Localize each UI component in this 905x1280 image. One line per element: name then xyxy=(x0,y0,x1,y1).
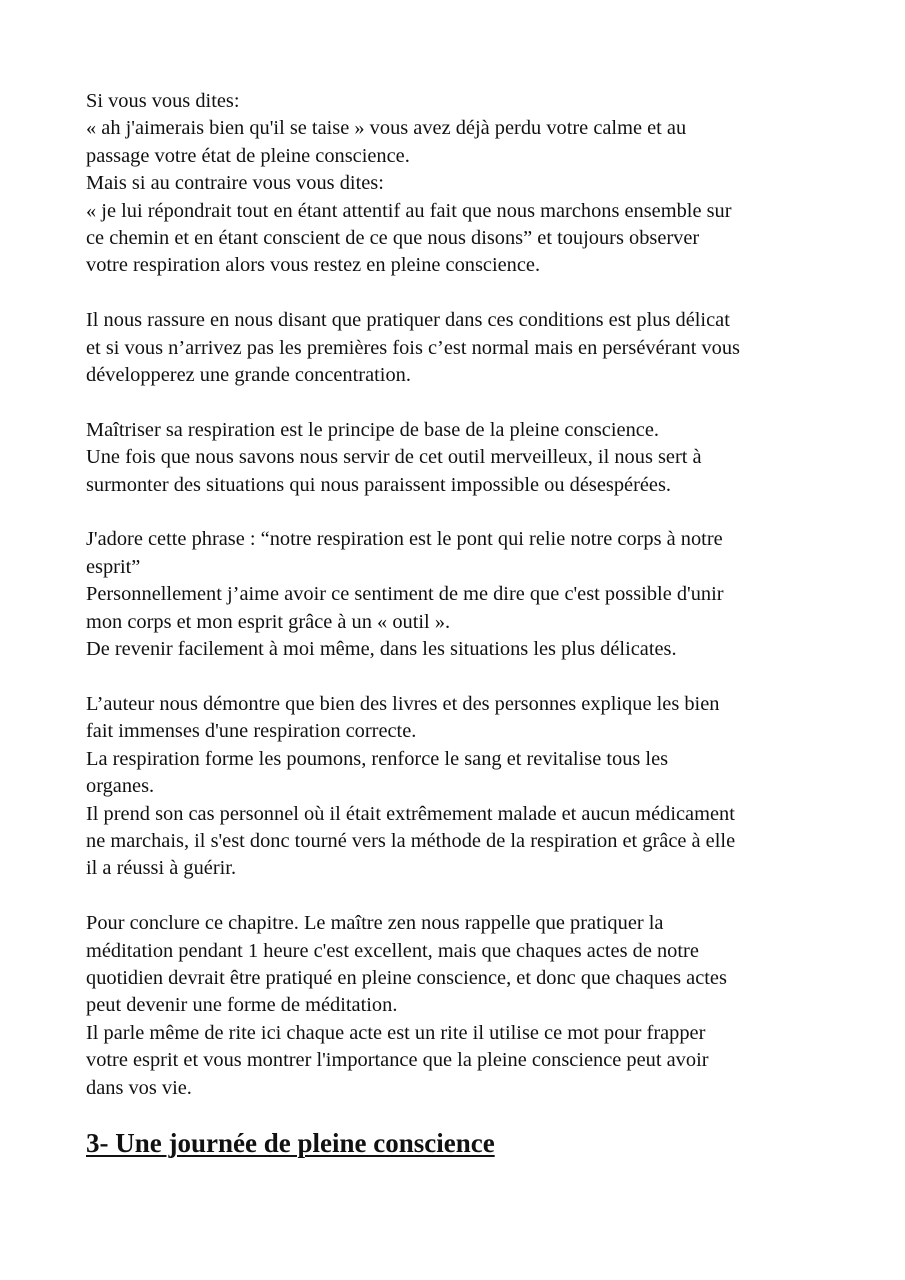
text-line: Il prend son cas personnel où il était extrêmement malade et aucun médicament xyxy=(86,802,735,825)
paragraph-1 xyxy=(86,88,846,280)
text-line: organes. xyxy=(86,775,155,798)
text-line: quotidien devrait être pratiqué en pleine conscience, et donc que chaques actes xyxy=(86,966,727,989)
text-line: De revenir facilement à moi même, dans les situations les plus délicates. xyxy=(86,638,677,661)
text-line: « je lui répondrait tout en étant attentif au fait que nous marchons ensemble sur xyxy=(86,199,732,222)
paragraph-6 xyxy=(86,910,846,1102)
text-line: Pour conclure ce chapitre. Le maître zen nous rappelle que pratiquer la xyxy=(86,912,664,935)
text-line: votre respiration alors vous restez en pleine conscience. xyxy=(86,254,541,277)
text-line: méditation pendant 1 heure c'est excellent, mais que chaques actes de notre xyxy=(86,939,699,962)
body-text xyxy=(86,88,846,1129)
text-line: L’auteur nous démontre que bien des livres et des personnes explique les bien xyxy=(86,692,720,715)
text-line: fait immenses d'une respiration correcte. xyxy=(86,720,417,743)
text-line: votre esprit et vous montrer l'importance que la pleine conscience peut avoir xyxy=(86,1049,709,1072)
text-line: J'adore cette phrase : “notre respiration est le pont qui relie notre corps à notre xyxy=(86,528,723,551)
text-line: ce chemin et en étant conscient de ce que nous disons” et toujours observer xyxy=(86,227,700,250)
text-line: passage votre état de pleine conscience. xyxy=(86,144,410,167)
text-line: La respiration forme les poumons, renforce le sang et revitalise tous les xyxy=(86,747,669,770)
text-line: surmonter des situations qui nous paraissent impossible ou désespérées. xyxy=(86,473,672,496)
text-line: « ah j'aimerais bien qu'il se taise » vous avez déjà perdu votre calme et au xyxy=(86,117,687,140)
text-line: esprit” xyxy=(86,555,141,578)
text-line: dans vos vie. xyxy=(86,1076,192,1099)
paragraph-4 xyxy=(86,526,846,663)
paragraph-2 xyxy=(86,307,846,389)
text-line: Une fois que nous savons nous servir de cet outil merveilleux, il nous sert à xyxy=(86,446,702,469)
text-line: Mais si au contraire vous vous dites: xyxy=(86,172,384,195)
text-line: Maîtriser sa respiration est le principe de base de la pleine conscience. xyxy=(86,418,659,441)
text-line: ne marchais, il s'est donc tourné vers la méthode de la respiration et grâce à elle xyxy=(86,829,736,852)
text-line: il a réussi à guérir. xyxy=(86,857,237,880)
text-line: développerez une grande concentration. xyxy=(86,364,411,387)
text-line: Il parle même de rite ici chaque acte est un rite il utilise ce mot pour frapper xyxy=(86,1021,706,1044)
text-line: mon corps et mon esprit grâce à un « outil ». xyxy=(86,610,451,633)
text-line: et si vous n’arrivez pas les premières fois c’est normal mais en persévérant vous xyxy=(86,336,740,359)
text-line: Il nous rassure en nous disant que pratiquer dans ces conditions est plus délicat xyxy=(86,309,730,332)
paragraph-5 xyxy=(86,691,846,883)
text-line: Si vous vous dites: xyxy=(86,90,240,112)
text-line: peut devenir une forme de méditation. xyxy=(86,994,398,1017)
paragraph-3 xyxy=(86,417,846,499)
section-heading: 3- Une journée de pleine conscience xyxy=(86,1128,495,1158)
text-line: Personnellement j’aime avoir ce sentiment de me dire que c'est possible d'unir xyxy=(86,583,724,606)
